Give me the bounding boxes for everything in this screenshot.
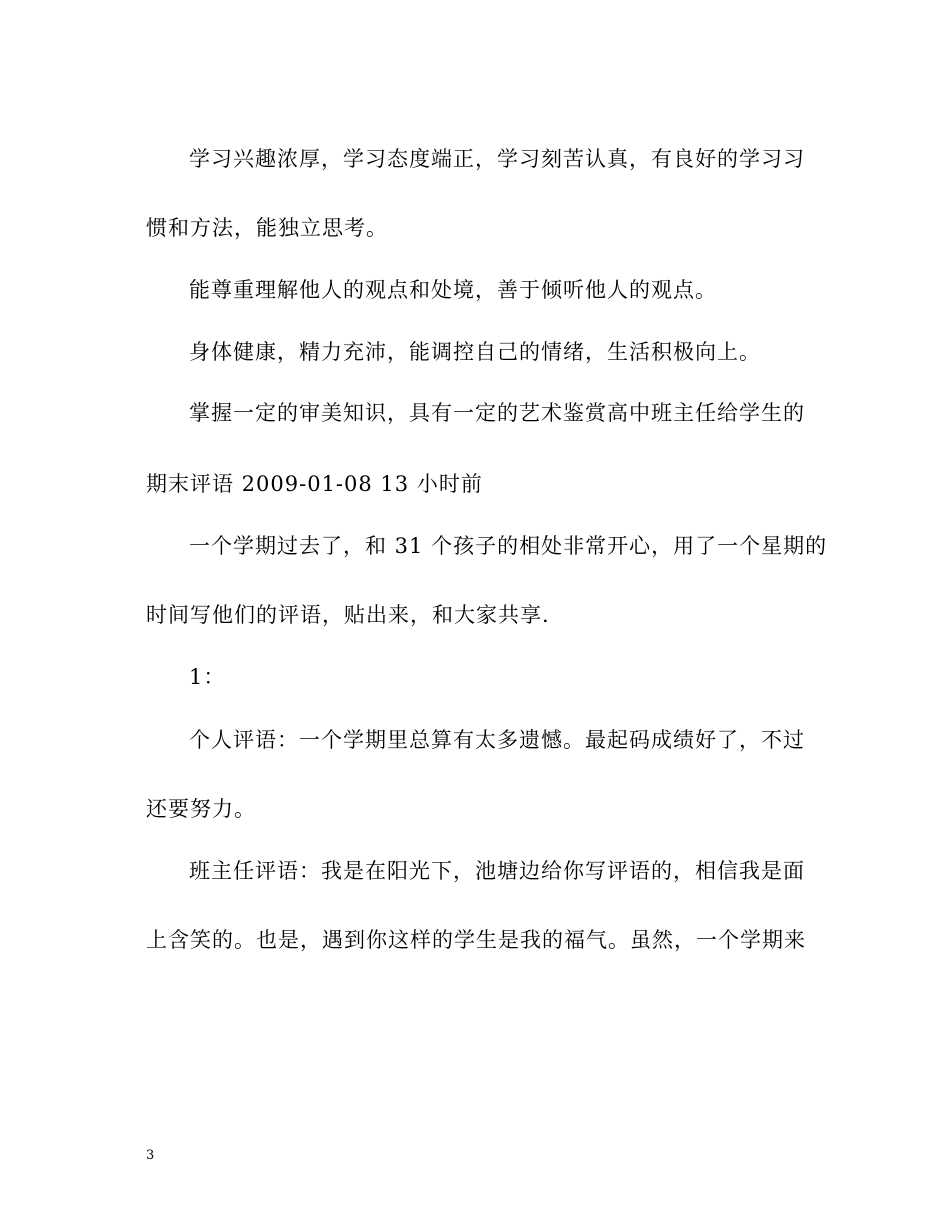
paragraph-line: 时间写他们的评语，贴出来，和大家共享.	[146, 603, 550, 627]
paragraph-line: 个人评语：一个学期里总算有太多遗憾。最起码成绩好了，不过	[189, 728, 805, 752]
paragraph-line: 1：	[189, 665, 226, 689]
paragraph-line: 学习兴趣浓厚，学习态度端正，学习刻苦认真，有良好的学习习	[189, 147, 805, 171]
paragraph-line: 能尊重理解他人的观点和处境，善于倾听他人的观点。	[189, 278, 717, 302]
paragraph-line: 掌握一定的审美知识，具有一定的艺术鉴赏高中班主任给学生的	[189, 401, 805, 425]
paragraph-line: 上含笑的。也是，遇到你这样的学生是我的福气。虽然，一个学期来	[146, 928, 806, 952]
paragraph-line: 一个学期过去了，和 31 个孩子的相处非常开心，用了一个星期的	[189, 534, 828, 558]
page-number: 3	[146, 1148, 155, 1163]
paragraph-line: 身体健康，精力充沛，能调控自己的情绪，生活积极向上。	[189, 340, 761, 364]
paragraph-line: 还要努力。	[146, 797, 256, 821]
paragraph-line: 期末评语 2009-01-08 13 小时前	[146, 472, 483, 496]
paragraph-line: 班主任评语：我是在阳光下，池塘边给你写评语的，相信我是面	[189, 859, 805, 883]
paragraph-line: 惯和方法，能独立思考。	[146, 216, 388, 240]
